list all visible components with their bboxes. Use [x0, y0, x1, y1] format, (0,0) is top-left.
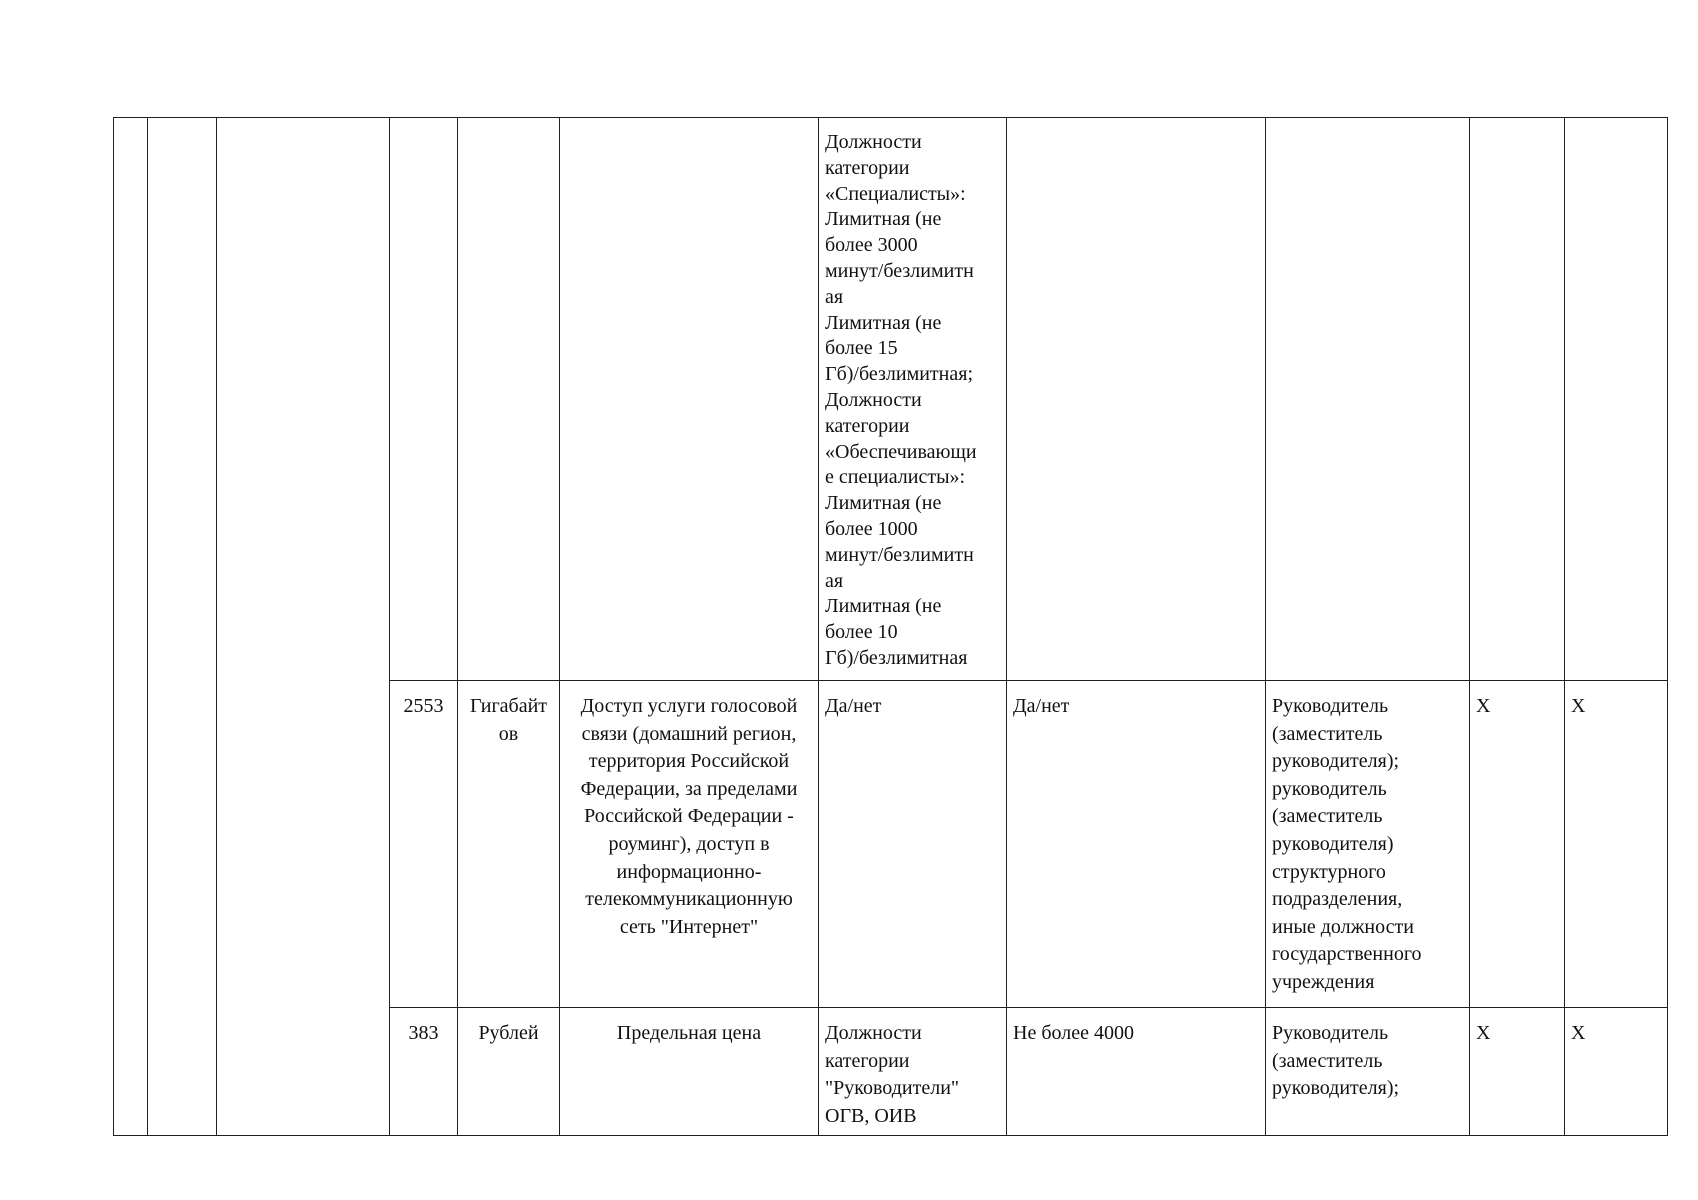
cell-characteristic: [560, 681, 819, 1008]
x2-text: X: [1571, 1022, 1586, 1044]
x1-text: X: [1476, 1022, 1491, 1044]
cell-x2: [1565, 1008, 1668, 1136]
cell-unit-code: [390, 118, 458, 681]
cell-unit-code: [390, 1008, 458, 1136]
unit-name-text: Рублей: [478, 1022, 539, 1044]
cell-characteristic: [560, 1008, 819, 1136]
cell-code-col: [148, 118, 217, 1136]
positions-text: Руководитель (заместитель руководителя);: [1272, 1022, 1400, 1100]
unit-code-text: 383: [408, 1022, 439, 1044]
cell-unit-code: [390, 681, 458, 1008]
characteristic-text: Доступ услуги голосовой связи (домашний регион, территория Российской Федерации, за пределами Российской Федерации - роуминг), доступ в информационно- телекоммуникационную сеть "Интернет": [580, 695, 798, 938]
cell-x1: [1470, 1008, 1565, 1136]
cell-unit-name: [458, 681, 560, 1008]
cell-value: [1007, 1008, 1266, 1136]
cell-x2: [1565, 681, 1668, 1008]
cell-name-col: [217, 118, 390, 1136]
x1-text: [1470, 118, 1564, 134]
value-text: Не более 4000: [1013, 1022, 1134, 1044]
cell-unit-name: [458, 118, 560, 681]
cell-x1: [1470, 118, 1565, 681]
value-category-text: Должности категории "Руководители" ОГВ, ОИВ: [825, 1022, 960, 1127]
norms-table: [113, 117, 1668, 1136]
value-text: Да/нет: [1013, 695, 1070, 717]
cell-x2: [1565, 118, 1668, 681]
cell-value-category: [819, 1008, 1007, 1136]
cell-value: [1007, 681, 1266, 1008]
positions-text: Руководитель (заместитель руководителя); руководитель (заместитель руководителя) структурного подразделения, иные должности государственного учреждения: [1272, 695, 1422, 993]
unit-name-text: Гигабайт ов: [469, 695, 548, 745]
characteristic-text: [560, 118, 818, 134]
x1-text: X: [1476, 695, 1491, 717]
cell-positions: [1266, 118, 1470, 681]
value-category-text: Да/нет: [825, 695, 882, 717]
cell-value: [1007, 118, 1266, 681]
cell-positions: [1266, 1008, 1470, 1136]
cell-positions: [1266, 681, 1470, 1008]
cell-x1: [1470, 681, 1565, 1008]
unit-code-text: 2553: [403, 695, 444, 717]
value-category-text: Должности категории «Специалисты»: Лимитная (не более 3000 минут/безлимитн ая Лимитная (не более 15 Гб)/безлимитная; Должности категории «Обеспечивающи е специалисты»: Лимитная (не более 1000 минут/безлимитн ая Лимитная (не более 10 Гб)/безлимитная: [825, 131, 977, 669]
value-text: [1007, 118, 1265, 134]
cell-value-category: [819, 681, 1007, 1008]
cell-characteristic: [560, 118, 819, 681]
x2-text: [1565, 118, 1667, 134]
positions-text: [1266, 118, 1469, 134]
cell-index-col: [114, 118, 148, 1136]
table-row: [114, 118, 1668, 681]
characteristic-text: Предельная цена: [616, 1022, 762, 1044]
x2-text: X: [1571, 695, 1586, 717]
cell-unit-name: [458, 1008, 560, 1136]
unit-code-text: [390, 118, 457, 134]
cell-value-category: [819, 118, 1007, 681]
unit-name-text: [458, 118, 559, 134]
